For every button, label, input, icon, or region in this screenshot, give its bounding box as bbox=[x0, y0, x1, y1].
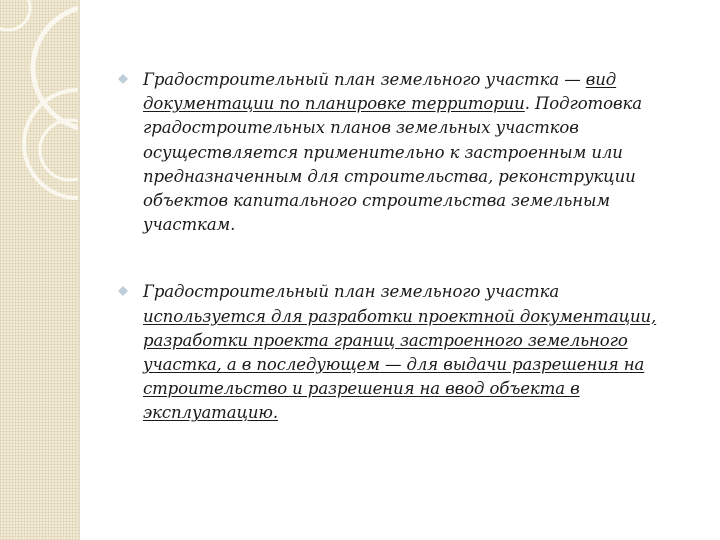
bullet-dash: — bbox=[559, 70, 586, 89]
bullet-text bbox=[143, 68, 668, 237]
usage-link[interactable]: используется для разработки проектной документации, разработки проекта границ застроенного земельного участка, а в последующем — для выдачи разрешения на строительство и разрешения на ввод объекта в эксплуатацию. bbox=[143, 306, 657, 423]
bullet-item bbox=[118, 280, 668, 425]
slide-content bbox=[118, 68, 668, 426]
bullet-text bbox=[143, 280, 668, 425]
definition-link[interactable]: вид документации по планировке территории bbox=[143, 70, 617, 114]
diamond-bullet-icon bbox=[118, 286, 128, 296]
bullet-rest-text: . Подготовка градостроительных планов земельных участков осуществляется применительно к застроенным или предназначенным для строительства, реконструкции объектов капитального строительства земельным участкам. bbox=[143, 94, 642, 235]
bullet-term: Градостроительный план земельного участка bbox=[143, 70, 560, 89]
panel-divider bbox=[78, 0, 80, 540]
bullet-term: Градостроительный план земельного участка bbox=[143, 282, 560, 302]
decorative-side-panel bbox=[0, 0, 78, 540]
diamond-bullet-icon bbox=[118, 74, 128, 84]
circle-ornament-icon bbox=[0, 0, 78, 540]
bullet-item bbox=[118, 68, 668, 237]
